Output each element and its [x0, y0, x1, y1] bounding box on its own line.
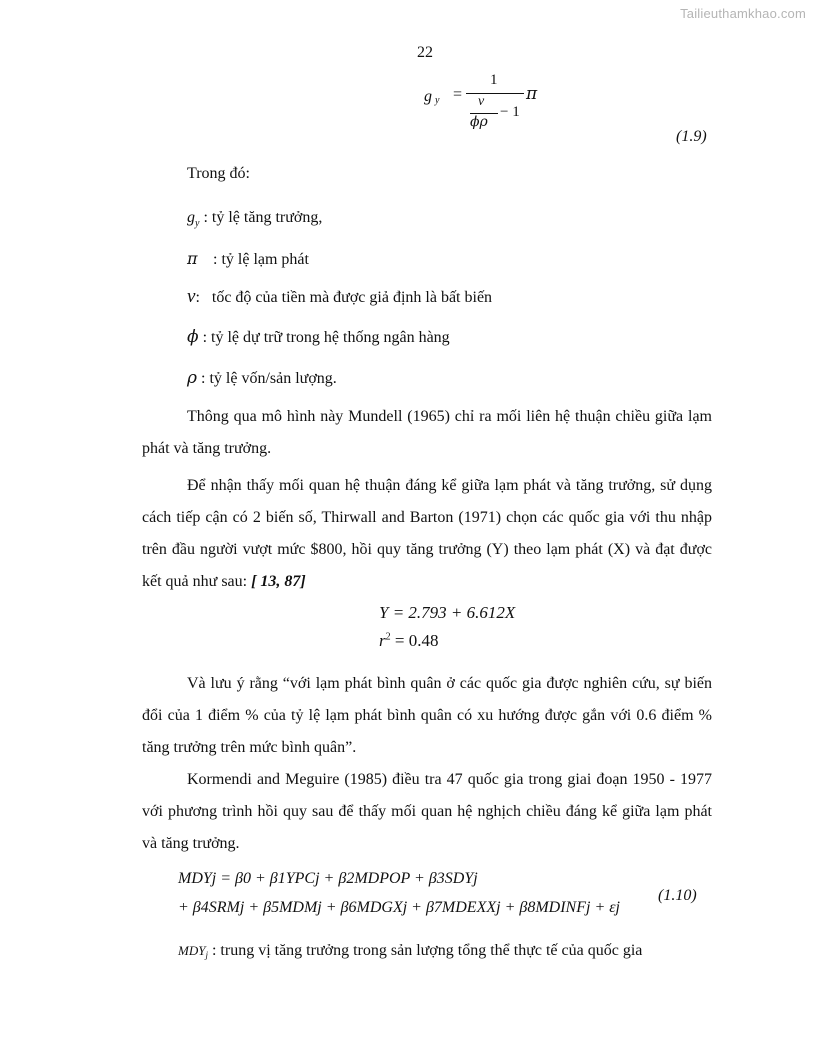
paragraph-kormendi: Kormendi and Meguire (1985) điều tra 47 quốc gia trong giai đoạn 1950 - 1977 với phương trình hồi quy sau để thấy mối quan hệ nghịch chiều đáng kể giữa lạm phát và tăng trưởng. — [142, 771, 712, 852]
def-symbol-rho: ρ — [187, 368, 197, 388]
where-label: Trong đó: — [187, 165, 250, 182]
eq110-line-2: + β4SRMj + β5MDMj + β6MDGXj + β7MDEXXj + β8MDINFj + εj — [178, 899, 620, 916]
def-symbol-phi: ϕ — [187, 327, 199, 347]
r-symbol: r — [379, 631, 386, 650]
eq19-lhs: g — [424, 88, 432, 105]
citation: [ 13, 87] — [251, 573, 306, 590]
paragraph-text: Để nhận thấy mối quan hệ thuận đáng kể giữa lạm phát và tăng trưởng, sử dụng cách tiếp cận có 2 biến số, Thirwall and Barton (1971) chọn các quốc gia với thu nhập trên đầu người vượt mức $800, hồi quy tăng trưởng (Y) theo lạm phát (X) và đạt được kết quả như sau: — [142, 477, 712, 590]
paragraph-mundell: Thông qua mô hình này Mundell (1965) chỉ ra mối liên hệ thuận chiều giữa lạm phát và tăng trưởng. — [142, 408, 712, 457]
def-symbol-sub: j — [205, 950, 208, 960]
eq19-inner-numerator: v — [478, 94, 485, 109]
def-symbol-g: g — [187, 209, 195, 226]
eq19-minus-one: − 1 — [500, 104, 520, 120]
eq110-label: (1.10) — [658, 887, 697, 904]
eq19-pi: π — [526, 84, 538, 104]
def-text: : trung vị tăng trưởng trong sản lượng tổng thể thực tế của quốc gia — [207, 942, 643, 959]
regression-line-2 — [379, 631, 438, 651]
def-text: : tốc độ của tiền mà được giả định là bất biến — [195, 289, 493, 306]
def-symbol-mdy: MDY — [178, 943, 206, 958]
eq19-label: (1.9) — [676, 128, 707, 145]
def-symbol-sub: y — [195, 218, 200, 229]
def-symbol-pi: π — [187, 249, 198, 268]
def-symbol-v: v — [187, 286, 196, 307]
def-text: : tỷ lệ lạm phát — [213, 251, 309, 268]
definition-rho — [187, 368, 337, 389]
definition-mdy — [178, 942, 642, 960]
eq19-inner-denominator: ϕρ — [470, 114, 488, 130]
r-value: = 0.48 — [390, 631, 439, 650]
definition-phi — [187, 327, 450, 348]
paragraph-note: Và lưu ý rằng “với lạm phát bình quân ở các quốc gia được nghiên cứu, sự biến đổi của 1 điểm % của tỷ lệ lạm phát bình quân có xu hướng được gắn với 0.6 điểm % tăng trưởng trên mức bình quân”. — [142, 675, 712, 756]
definition-v — [187, 287, 492, 308]
eq110-line-1: MDYj = β0 + β1YPCj + β2MDPOP + β3SDYj — [178, 870, 478, 887]
watermark: Tailieuthamkhao.com — [680, 6, 806, 21]
definition-gy — [187, 208, 322, 230]
eq19-numerator: 1 — [490, 72, 498, 88]
def-text: : tỷ lệ vốn/sản lượng. — [201, 370, 337, 387]
page-number: 22 — [417, 44, 433, 61]
def-text: : tỷ lệ tăng trưởng, — [203, 209, 323, 226]
paragraph-thirwall — [142, 470, 712, 598]
def-text: : tỷ lệ dự trữ trong hệ thống ngân hàng — [202, 329, 450, 346]
definition-pi — [187, 249, 309, 270]
r-superscript: 2 — [385, 631, 391, 643]
equation-1-9 — [420, 72, 560, 142]
eq19-lhs-sub: y — [435, 95, 440, 106]
eq19-equals: = — [453, 86, 463, 103]
regression-line-1: Y = 2.793 + 6.612X — [379, 603, 516, 622]
